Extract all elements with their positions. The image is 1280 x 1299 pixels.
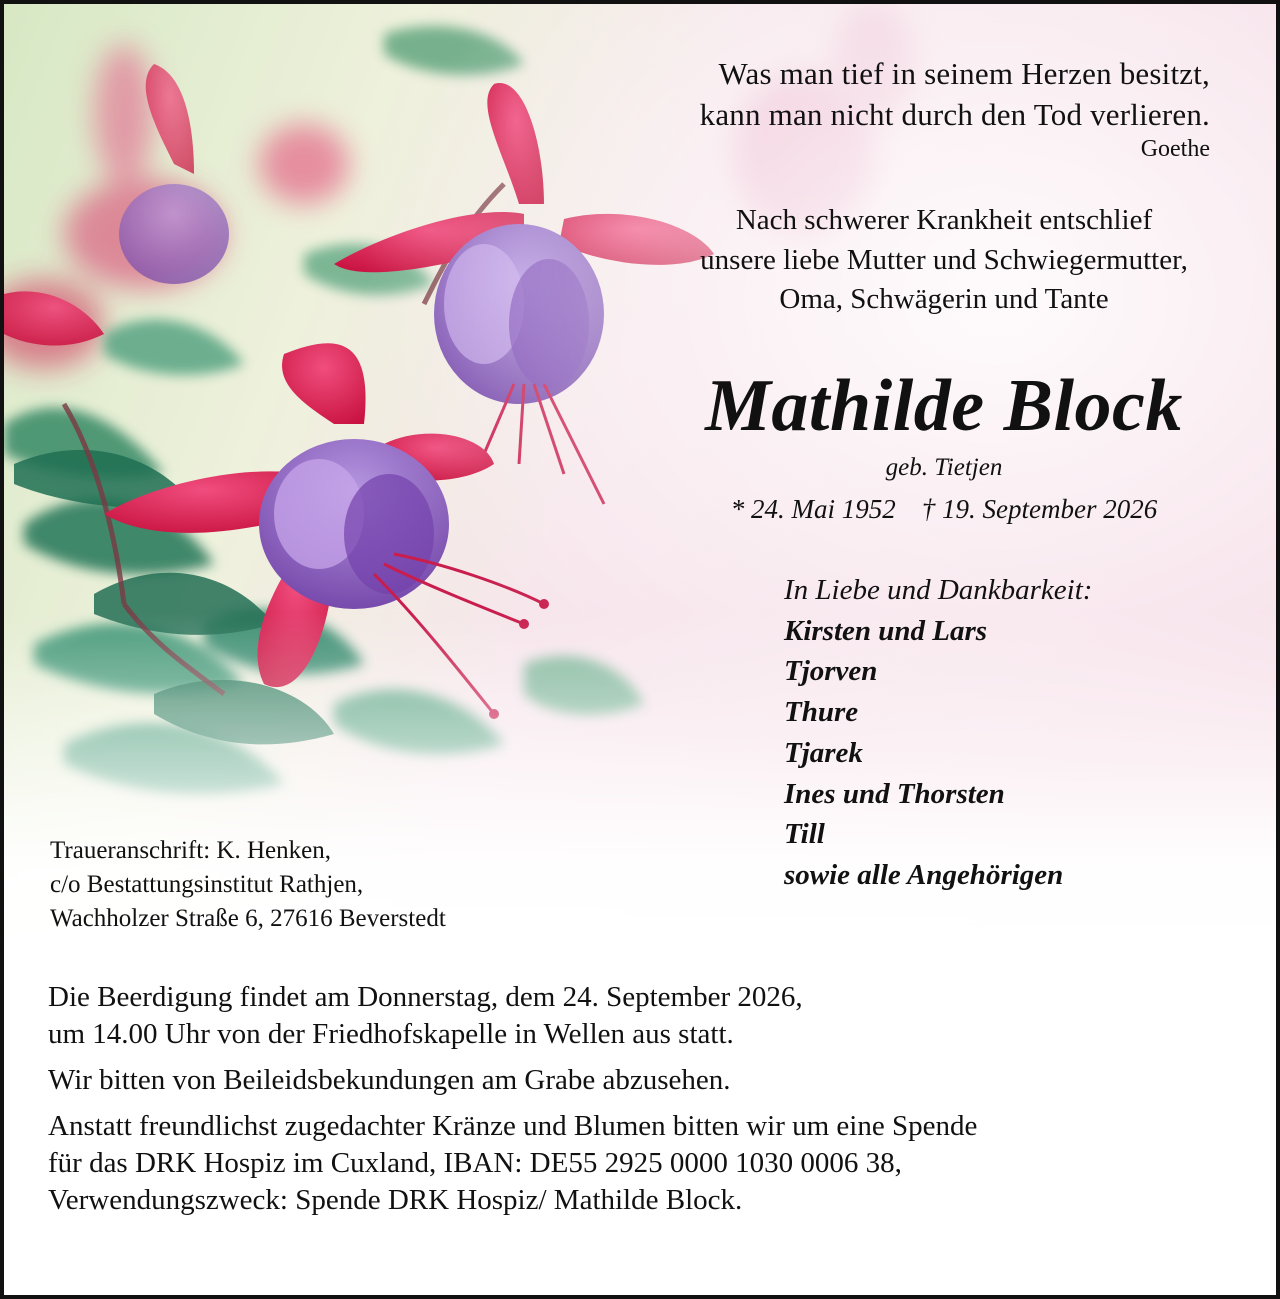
quote-line-2: kann man nicht durch den Tod verlieren. <box>699 97 1210 132</box>
mourning-address <box>50 834 446 936</box>
donation-line-2: für das DRK Hospiz im Cuxland, IBAN: DE55 2925 0000 1030 0006 38, <box>48 1147 902 1179</box>
mourners-heading: In Liebe und Dankbarkeit: <box>784 574 1093 606</box>
mourner-name: Kirsten und Lars <box>784 614 988 647</box>
life-dates <box>644 494 1244 525</box>
mourner-name: Ines und Thorsten <box>784 777 1005 810</box>
donation-info <box>48 1108 977 1219</box>
funeral-line-1: Die Beerdigung findet am Donnerstag, dem 24. September 2026, <box>48 981 803 1013</box>
death-date: † 19. September 2026 <box>921 494 1158 524</box>
deceased-name: Mathilde Block <box>705 365 1183 447</box>
donation-line-3: Verwendungszweck: Spende DRK Hospiz/ Mathilde Block. <box>48 1184 743 1216</box>
mourner-name: Tjarek <box>784 736 863 769</box>
intro-line-1: Nach schwerer Krankheit entschlief <box>735 204 1153 236</box>
mourner-name: Thure <box>784 696 859 729</box>
address-line-3: Wachholzer Straße 6, 27616 Beverstedt <box>50 905 446 932</box>
funeral-info <box>48 979 803 1053</box>
funeral-line-2: um 14.00 Uhr von der Friedhofskapelle in Wellen aus statt. <box>48 1018 734 1050</box>
condolence-request: Wir bitten von Beileidsbekundungen am Grabe abzusehen. <box>48 1064 731 1096</box>
birth-date: * 24. Mai 1952 <box>730 494 896 524</box>
mourners-list <box>784 570 1092 896</box>
maiden-name: geb. Tietjen <box>885 454 1003 481</box>
address-line-2: c/o Bestattungsinstitut Rathjen, <box>50 871 364 898</box>
quote-line-1: Was man tief in seinem Herzen besitzt, <box>718 56 1210 91</box>
mourner-name: sowie alle Angehörigen <box>784 858 1064 891</box>
address-line-1: Traueranschrift: K. Henken, <box>50 837 331 864</box>
intro-line-3: Oma, Schwägerin und Tante <box>779 283 1109 315</box>
quote-author: Goethe <box>1140 136 1210 162</box>
donation-line-1: Anstatt freundlichst zugedachter Kränze und Blumen bitten wir um eine Spende <box>48 1110 978 1142</box>
mourner-name: Tjorven <box>784 655 878 688</box>
mourner-name: Till <box>784 818 825 851</box>
intro-line-2: unsere liebe Mutter und Schwiegermutter, <box>700 244 1188 276</box>
